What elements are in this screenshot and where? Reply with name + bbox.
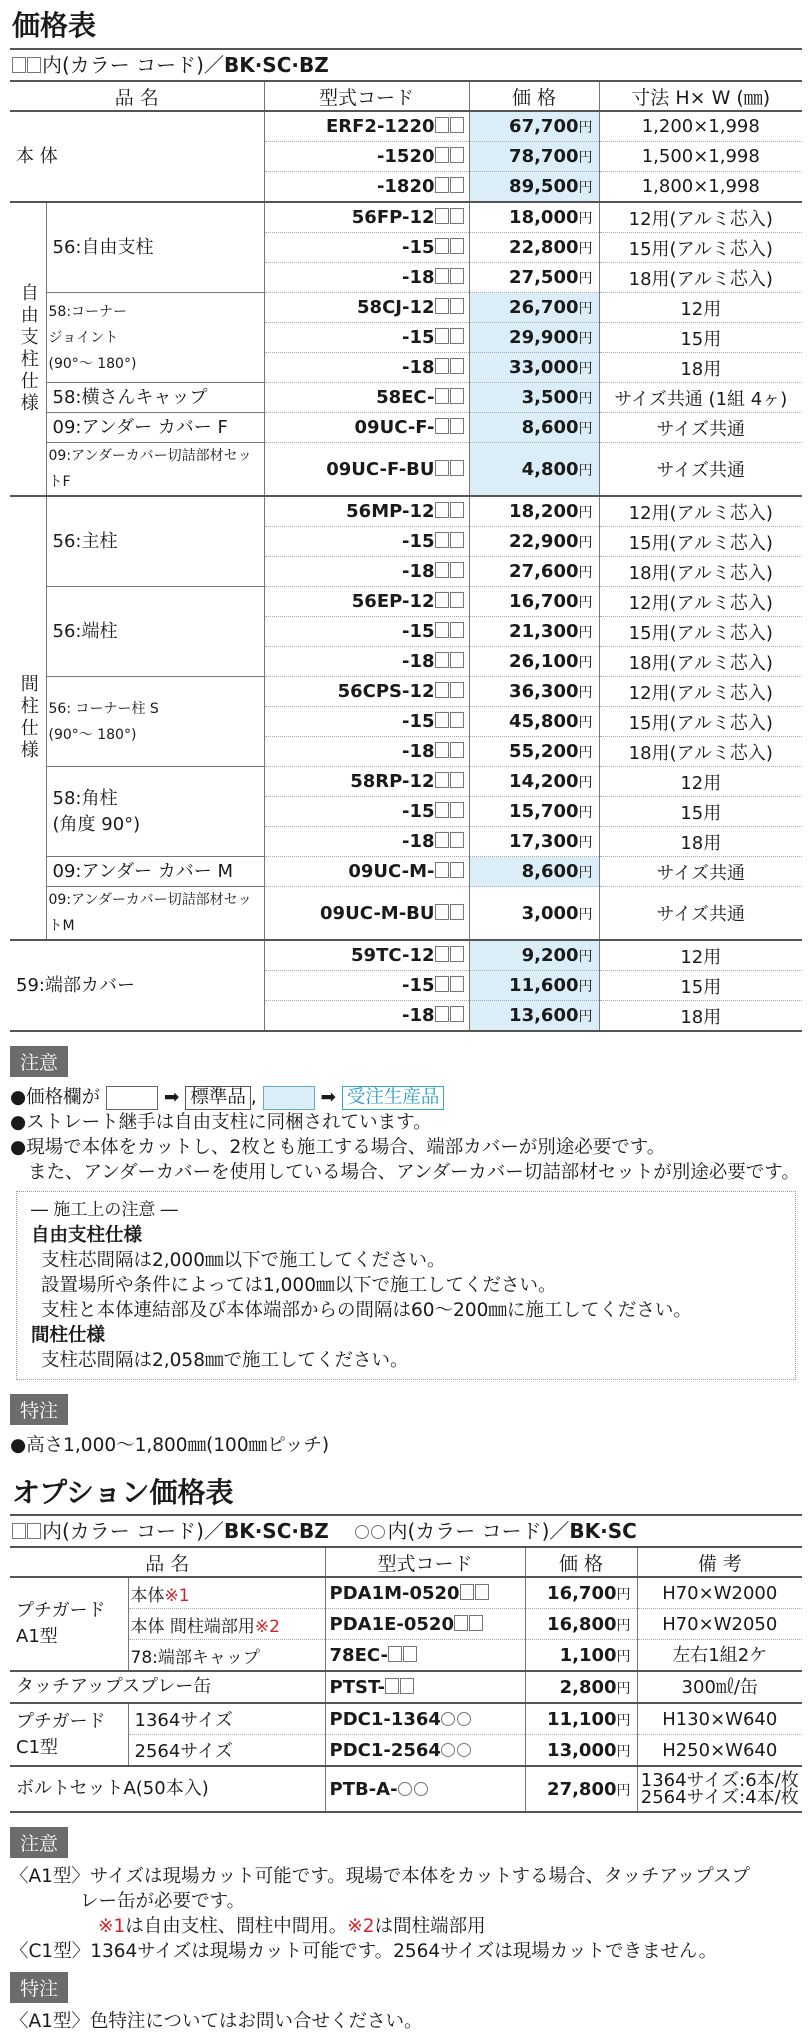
option-table xyxy=(10,1546,802,1813)
color-circle-icon xyxy=(371,1525,385,1539)
remark-cell: H70×W2000 xyxy=(637,1577,802,1609)
color-box-icon xyxy=(450,328,464,344)
color-box-icon xyxy=(450,147,464,163)
color-box-icon xyxy=(27,57,41,73)
notes xyxy=(10,1085,802,1185)
price-cell: 13,000円 xyxy=(525,1735,637,1767)
item-name: 09:アンダーカバー切詰部材セットF xyxy=(46,443,264,497)
color-box-icon xyxy=(12,57,26,73)
option-sub: 78:端部キャップ xyxy=(128,1640,325,1672)
table-row xyxy=(10,496,802,527)
color-box-icon xyxy=(435,177,449,193)
color-box-icon xyxy=(27,1523,41,1539)
color-box-icon xyxy=(435,622,449,638)
table-row xyxy=(10,587,802,617)
color-box-icon xyxy=(435,358,449,374)
table-row xyxy=(10,940,802,971)
color-box-icon xyxy=(388,1646,402,1662)
size-cell: 15用 xyxy=(599,323,802,353)
color-circle-icon xyxy=(398,1782,412,1796)
option-special-line: 〈A1型〉色特注についてはお問い合せください。 xyxy=(10,2011,423,2032)
price-cell: 26,100円 xyxy=(469,647,599,677)
price-cell: 9,200円 xyxy=(469,940,599,971)
remark-cell: H250×W640 xyxy=(637,1735,802,1767)
construction-caution: ― 施工上の注意 ― 自由支柱仕様 支柱芯間隔は2,000㎜以下で施工してください。 設置場所や条件によっては1,000㎜以下で施工してください。 支柱と本体連結部及び本体端部からの間隔は60～200㎜に施工してください。 間柱仕様 支柱芯間隔は2,058㎜で施工してください。 xyxy=(16,1191,796,1380)
price-sheet xyxy=(10,0,802,2034)
color-box-icon xyxy=(435,418,449,434)
color-box-icon xyxy=(450,388,464,404)
color-box-icon xyxy=(450,772,464,788)
price-cell: 14,200円 xyxy=(469,767,599,797)
model-code: 56CPS-12 xyxy=(264,677,469,707)
option-sub: 1364サイズ xyxy=(128,1703,325,1735)
item-name: 56:自由支柱 xyxy=(46,202,264,293)
order-label: 受注生産品 xyxy=(342,1086,445,1110)
table-row xyxy=(10,767,802,797)
color-box-icon xyxy=(435,682,449,698)
table-row xyxy=(10,1609,802,1640)
item-name: 09:アンダー カバー F xyxy=(46,413,264,443)
color-box-icon xyxy=(435,742,449,758)
size-cell: 18用(アルミ芯入) xyxy=(599,647,802,677)
note-line: ●現場で本体をカットし、2枚とも施工する場合、端部カバーが別途必要です。 xyxy=(10,1137,666,1158)
color-box-icon xyxy=(450,562,464,578)
model-code: PTB-A- xyxy=(325,1766,525,1812)
price-cell: 4,800円 xyxy=(469,443,599,497)
price-cell: 16,700円 xyxy=(525,1577,637,1609)
color-box-icon xyxy=(450,502,464,518)
note-line: ●ストレート継手は自由支柱に同梱されています。 xyxy=(10,1112,432,1133)
color-circle-icon xyxy=(414,1782,428,1796)
table-row xyxy=(10,677,802,707)
model-code: -15 xyxy=(264,797,469,827)
color-box-icon xyxy=(435,388,449,404)
option-sub: 2564サイズ xyxy=(128,1735,325,1767)
table-row xyxy=(10,202,802,233)
size-cell: サイズ共通 xyxy=(599,857,802,887)
option-name: タッチアップスプレー缶 xyxy=(10,1671,325,1703)
color-box-icon xyxy=(435,208,449,224)
option-title: オプション価格表 xyxy=(12,1476,234,1509)
group-label: 自由支柱仕様 xyxy=(10,202,46,496)
table-row xyxy=(10,1640,802,1672)
color-box-icon xyxy=(435,460,449,476)
model-code: ERF2-1220 xyxy=(264,111,469,142)
oheader-name: 品 名 xyxy=(10,1547,325,1577)
model-code: 09UC-F- xyxy=(264,413,469,443)
color-circle-icon xyxy=(441,1743,455,1757)
color-box-icon xyxy=(450,976,464,992)
price-cell: 11,600円 xyxy=(469,971,599,1001)
size-cell: サイズ共通 xyxy=(599,887,802,941)
size-cell: 12用 xyxy=(599,940,802,971)
color-box-icon xyxy=(450,946,464,962)
price-cell: 16,800円 xyxy=(525,1609,637,1640)
price-cell: 1,100円 xyxy=(525,1640,637,1672)
order-swatch xyxy=(263,1086,315,1110)
remark-cell: 左右1組2ケ xyxy=(637,1640,802,1672)
color-box-icon xyxy=(435,117,449,133)
color-box-icon xyxy=(450,802,464,818)
model-code: -18 xyxy=(264,827,469,857)
color-circle-icon xyxy=(441,1712,455,1726)
color-circle-icon xyxy=(457,1743,471,1757)
caution-heading: 自由支柱仕様 xyxy=(31,1225,143,1246)
price-cell: 8,600円 xyxy=(469,413,599,443)
remark-cell: H70×W2050 xyxy=(637,1609,802,1640)
model-code: 58CJ-12 xyxy=(264,293,469,323)
item-name: 56: コーナー柱 S (90°～ 180°) xyxy=(46,677,264,767)
price-cell: 33,000円 xyxy=(469,353,599,383)
color-box-icon xyxy=(435,532,449,548)
size-cell: 18用(アルミ芯入) xyxy=(599,263,802,293)
item-name: 56:端柱 xyxy=(46,587,264,677)
color-box-icon xyxy=(450,832,464,848)
price-cell: 17,300円 xyxy=(469,827,599,857)
model-code: -18 xyxy=(264,1001,469,1032)
color-box-icon xyxy=(469,1615,483,1631)
model-code: 09UC-M- xyxy=(264,857,469,887)
option-group: プチガード A1型 xyxy=(10,1577,128,1671)
color-circle-icon xyxy=(355,1525,369,1539)
option-special-title: 特注 xyxy=(10,1972,68,2003)
oheader-price: 価 格 xyxy=(525,1547,637,1577)
table-row xyxy=(10,383,802,413)
size-cell: 12用 xyxy=(599,767,802,797)
size-cell: 15用(アルミ芯入) xyxy=(599,707,802,737)
size-cell: 12用 xyxy=(599,293,802,323)
item-name: 58:横さんキャップ xyxy=(46,383,264,413)
color-box-icon xyxy=(450,268,464,284)
color-box-icon xyxy=(435,832,449,848)
model-code: -18 xyxy=(264,737,469,767)
size-cell: 15用(アルミ芯入) xyxy=(599,527,802,557)
price-cell: 18,000円 xyxy=(469,202,599,233)
table-row xyxy=(10,293,802,323)
table-row xyxy=(10,1766,802,1812)
table-row xyxy=(10,1735,802,1767)
price-cell: 89,500円 xyxy=(469,172,599,203)
size-cell: 12用(アルミ芯入) xyxy=(599,677,802,707)
group-label: 本 体 xyxy=(10,111,264,202)
model-code: -18 xyxy=(264,353,469,383)
price-cell: 27,600円 xyxy=(469,557,599,587)
oheader-remark: 備 考 xyxy=(637,1547,802,1577)
table-row xyxy=(10,1703,802,1735)
color-box-icon xyxy=(435,862,449,878)
size-cell: 12用(アルミ芯入) xyxy=(599,202,802,233)
model-code: -15 xyxy=(264,527,469,557)
price-cell: 18,200円 xyxy=(469,496,599,527)
special-order-line: ●高さ1,000～1,800㎜(100㎜ピッチ) xyxy=(10,1435,330,1456)
special-order-title: 特注 xyxy=(10,1394,68,1425)
color-box-icon xyxy=(450,1006,464,1022)
note-line: また、アンダーカバーを使用している場合、アンダーカバー切詰部材セットが別途必要です。 xyxy=(28,1162,800,1183)
table-row xyxy=(10,1577,802,1609)
color-box-icon xyxy=(450,460,464,476)
color-box-icon xyxy=(475,1584,489,1600)
model-code: 59TC-12 xyxy=(264,940,469,971)
size-cell: 15用(アルミ芯入) xyxy=(599,617,802,647)
model-code: -15 xyxy=(264,323,469,353)
model-code: 56EP-12 xyxy=(264,587,469,617)
option-notes-title: 注意 xyxy=(10,1827,68,1858)
model-code: 09UC-F-BU xyxy=(264,443,469,497)
price-cell: 29,900円 xyxy=(469,323,599,353)
model-code: -15 xyxy=(264,233,469,263)
table-row xyxy=(10,443,802,497)
color-box-icon xyxy=(435,147,449,163)
color-box-icon xyxy=(435,562,449,578)
model-code: 56FP-12 xyxy=(264,202,469,233)
size-cell: 18用(アルミ芯入) xyxy=(599,557,802,587)
price-table xyxy=(10,80,802,1032)
model-code: -15 xyxy=(264,707,469,737)
size-cell: 18用 xyxy=(599,827,802,857)
price-cell: 3,500円 xyxy=(469,383,599,413)
price-cell: 16,700円 xyxy=(469,587,599,617)
color-box-icon xyxy=(454,1615,468,1631)
option-color-note: 内(カラー コード)／BK·SC·BZ 内(カラー コード)／BK·SC xyxy=(10,1514,802,1546)
color-box-icon xyxy=(450,298,464,314)
standard-swatch xyxy=(106,1086,158,1110)
size-cell: 1,500×1,998 xyxy=(599,142,802,172)
item-name: 58:角柱 (角度 90°) xyxy=(46,767,264,857)
model-code: -18 xyxy=(264,557,469,587)
color-box-icon xyxy=(450,418,464,434)
color-box-icon xyxy=(450,177,464,193)
price-cell: 27,800円 xyxy=(525,1766,637,1812)
item-name: 09:アンダー カバー M xyxy=(46,857,264,887)
option-group: プチガード C1型 xyxy=(10,1703,128,1766)
color-box-icon xyxy=(403,1646,417,1662)
price-cell: 36,300円 xyxy=(469,677,599,707)
option-notes: 〈A1型〉サイズは現場カット可能です。現場で本体をカットする場合、タッチアップスプ レー缶が必要です。 ※1は自由支柱、間柱中間用。※2は間柱端部用 〈C1型〉1364サイズは現場カット可能です。2564サイズは現場カットできません。 xyxy=(10,1866,751,1962)
remark-cell: 1364サイズ:6本/枚 2564サイズ:4本/枚 xyxy=(637,1766,802,1812)
price-cell: 13,600円 xyxy=(469,1001,599,1032)
model-code: -1820 xyxy=(264,172,469,203)
model-code: 78EC- xyxy=(325,1640,525,1672)
size-cell: 15用 xyxy=(599,797,802,827)
price-cell: 45,800円 xyxy=(469,707,599,737)
price-cell: 8,600円 xyxy=(469,857,599,887)
color-box-icon xyxy=(450,208,464,224)
color-box-icon xyxy=(435,1006,449,1022)
caution-heading: 間柱仕様 xyxy=(31,1325,106,1346)
header-code: 型式コード xyxy=(264,81,469,111)
price-cell: 22,800円 xyxy=(469,233,599,263)
table-row xyxy=(10,857,802,887)
model-code: 56MP-12 xyxy=(264,496,469,527)
size-cell: 1,800×1,998 xyxy=(599,172,802,203)
color-box-icon xyxy=(460,1584,474,1600)
standard-label: 標準品 xyxy=(185,1086,251,1110)
option-sub: 本体 間柱端部用※2 xyxy=(128,1609,325,1640)
size-cell: 15用 xyxy=(599,971,802,1001)
model-code: 58EC- xyxy=(264,383,469,413)
remark-cell: H130×W640 xyxy=(637,1703,802,1735)
item-name: 58:コーナー ジョイント (90°～ 180°) xyxy=(46,293,264,383)
model-code: -18 xyxy=(264,647,469,677)
option-sub: 本体※1 xyxy=(128,1577,325,1609)
price-cell: 26,700円 xyxy=(469,293,599,323)
price-cell: 27,500円 xyxy=(469,263,599,293)
size-cell: サイズ共通 (1組 4ヶ) xyxy=(599,383,802,413)
model-code: PTST- xyxy=(325,1671,525,1703)
header-price: 価 格 xyxy=(469,81,599,111)
color-circle-icon xyxy=(457,1712,471,1726)
header-name: 品 名 xyxy=(10,81,264,111)
color-box-icon xyxy=(450,682,464,698)
item-name: 56:主柱 xyxy=(46,496,264,587)
size-cell: 18用(アルミ芯入) xyxy=(599,737,802,767)
model-code: PDA1E-0520 xyxy=(325,1609,525,1640)
option-name: ボルトセットA(50本入) xyxy=(10,1766,325,1812)
color-box-icon xyxy=(435,268,449,284)
legend: ●価格欄が ➡ 標準品 , ➡ 受注生産品 xyxy=(10,1085,802,1110)
color-box-icon xyxy=(435,712,449,728)
color-box-icon xyxy=(435,502,449,518)
oheader-code: 型式コード xyxy=(325,1547,525,1577)
model-code: -15 xyxy=(264,971,469,1001)
color-box-icon xyxy=(450,622,464,638)
header-size: 寸法 H× W (㎜) xyxy=(599,81,802,111)
color-box-icon xyxy=(435,328,449,344)
size-cell: 18用 xyxy=(599,1001,802,1032)
table-row xyxy=(10,111,802,142)
color-box-icon xyxy=(450,117,464,133)
price-cell: 55,200円 xyxy=(469,737,599,767)
color-code-note: 内(カラー コード)／BK·SC·BZ xyxy=(10,48,802,80)
price-cell: 11,100円 xyxy=(525,1703,637,1735)
color-box-icon xyxy=(450,712,464,728)
model-code: -15 xyxy=(264,617,469,647)
color-box-icon xyxy=(435,772,449,788)
color-box-icon xyxy=(435,904,449,920)
color-box-icon xyxy=(450,742,464,758)
color-box-icon xyxy=(450,238,464,254)
size-cell: 18用 xyxy=(599,353,802,383)
remark-cell: 300㎖/缶 xyxy=(637,1671,802,1703)
color-box-icon xyxy=(12,1523,26,1539)
size-cell: 12用(アルミ芯入) xyxy=(599,496,802,527)
color-box-icon xyxy=(450,532,464,548)
price-cell: 22,900円 xyxy=(469,527,599,557)
model-code: -18 xyxy=(264,263,469,293)
model-code: 09UC-M-BU xyxy=(264,887,469,941)
color-box-icon xyxy=(450,652,464,668)
model-code: -1520 xyxy=(264,142,469,172)
model-code: 58RP-12 xyxy=(264,767,469,797)
table-row xyxy=(10,413,802,443)
size-cell: 15用(アルミ芯入) xyxy=(599,233,802,263)
color-box-icon xyxy=(435,298,449,314)
color-box-icon xyxy=(450,592,464,608)
price-cell: 78,700円 xyxy=(469,142,599,172)
model-code: PDC1-2564 xyxy=(325,1735,525,1767)
color-box-icon xyxy=(450,358,464,374)
price-cell: 2,800円 xyxy=(525,1671,637,1703)
size-cell: サイズ共通 xyxy=(599,413,802,443)
size-cell: サイズ共通 xyxy=(599,443,802,497)
price-cell: 15,700円 xyxy=(469,797,599,827)
color-box-icon xyxy=(450,862,464,878)
model-code: PDA1M-0520 xyxy=(325,1577,525,1609)
table-row xyxy=(10,887,802,941)
color-box-icon xyxy=(450,904,464,920)
size-cell: 12用(アルミ芯入) xyxy=(599,587,802,617)
price-cell: 3,000円 xyxy=(469,887,599,941)
color-box-icon xyxy=(435,946,449,962)
color-box-icon xyxy=(435,652,449,668)
table-row xyxy=(10,1671,802,1703)
model-code: PDC1-1364 xyxy=(325,1703,525,1735)
color-box-icon xyxy=(385,1678,399,1694)
group-label: 59:端部カバー xyxy=(10,940,264,1031)
price-cell: 67,700円 xyxy=(469,111,599,142)
color-box-icon xyxy=(435,802,449,818)
color-box-icon xyxy=(435,238,449,254)
group-label: 間柱仕様 xyxy=(10,496,46,940)
notes-title: 注意 xyxy=(10,1046,68,1077)
price-cell: 21,300円 xyxy=(469,617,599,647)
page-title: 価格表 xyxy=(12,9,97,42)
size-cell: 1,200×1,998 xyxy=(599,111,802,142)
color-box-icon xyxy=(400,1678,414,1694)
color-box-icon xyxy=(435,976,449,992)
item-name: 09:アンダーカバー切詰部材セットM xyxy=(46,887,264,941)
color-box-icon xyxy=(435,592,449,608)
